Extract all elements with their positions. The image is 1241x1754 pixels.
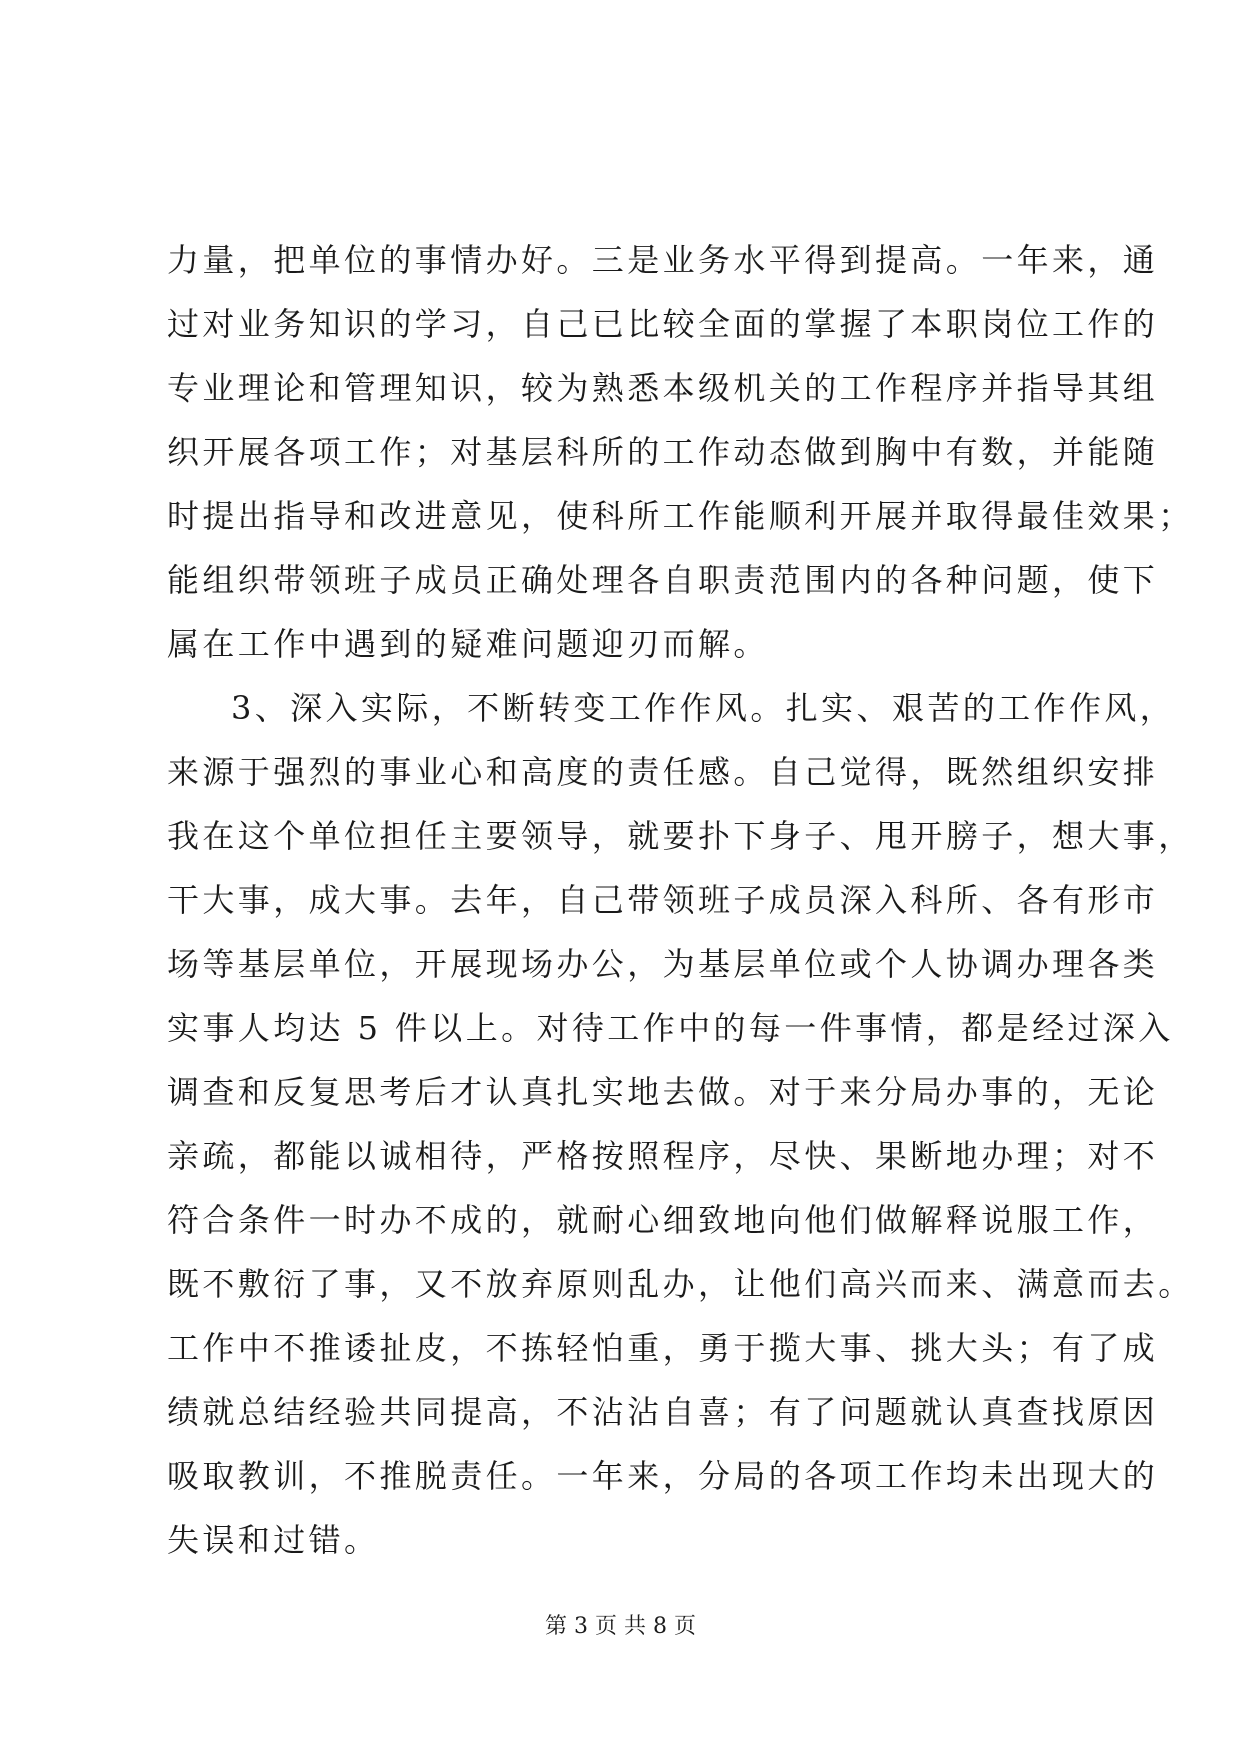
text-line: 符合条件一时办不成的，就耐心细致地向他们做解释说服工作，: [167, 1201, 1159, 1239]
text-line: 亲疏，都能以诚相待，严格按照程序，尽快、果断地办理；对不: [167, 1137, 1159, 1175]
text-line: 属在工作中遇到的疑难问题迎刃而解。: [167, 625, 769, 663]
text-line: 场等基层单位，开展现场办公，为基层单位或个人协调办理各类: [167, 945, 1159, 983]
text-line: 工作中不推诿扯皮，不拣轻怕重，勇于揽大事、挑大头；有了成: [167, 1329, 1159, 1367]
text-line: 我在这个单位担任主要领导，就要扑下身子、甩开膀子，想大事，: [167, 817, 1194, 855]
text-line: 力量，把单位的事情办好。三是业务水平得到提高。一年来，通: [167, 241, 1159, 279]
text-line: 织开展各项工作；对基层科所的工作动态做到胸中有数，并能随: [167, 433, 1159, 471]
paragraph-start-line: 3、深入实际，不断转变工作作风。扎实、艰苦的工作作风，: [231, 689, 1176, 727]
text-line: 时提出指导和改进意见，使科所工作能顺利开展并取得最佳效果；: [167, 497, 1194, 535]
text-line: 能组织带领班子成员正确处理各自职责范围内的各种问题，使下: [167, 561, 1159, 599]
text-line: 来源于强烈的事业心和高度的责任感。自己觉得，既然组织安排: [167, 753, 1159, 791]
document-body: [167, 228, 1194, 1572]
text-line: 调查和反复思考后才认真扎实地去做。对于来分局办事的，无论: [167, 1073, 1159, 1111]
text-line: 干大事，成大事。去年，自己带领班子成员深入科所、各有形市: [167, 881, 1159, 919]
text-line: 过对业务知识的学习，自己已比较全面的掌握了本职岗位工作的: [167, 305, 1159, 343]
text-line: 实事人均达 5 件以上。对待工作中的每一件事情，都是经过深入: [167, 1009, 1174, 1047]
text-line: 专业理论和管理知识，较为熟悉本级机关的工作程序并指导其组: [167, 369, 1159, 407]
text-line: 吸取教训，不推脱责任。一年来，分局的各项工作均未出现大的: [167, 1457, 1159, 1495]
text-line: 失误和过错。: [167, 1521, 380, 1559]
text-line: 绩就总结经验共同提高，不沾沾自喜；有了问题就认真查找原因: [167, 1393, 1159, 1431]
page-number-footer: 第 3 页 共 8 页: [545, 1614, 696, 1639]
text-line: 既不敷衍了事，又不放弃原则乱办，让他们高兴而来、满意而去。: [167, 1265, 1194, 1303]
